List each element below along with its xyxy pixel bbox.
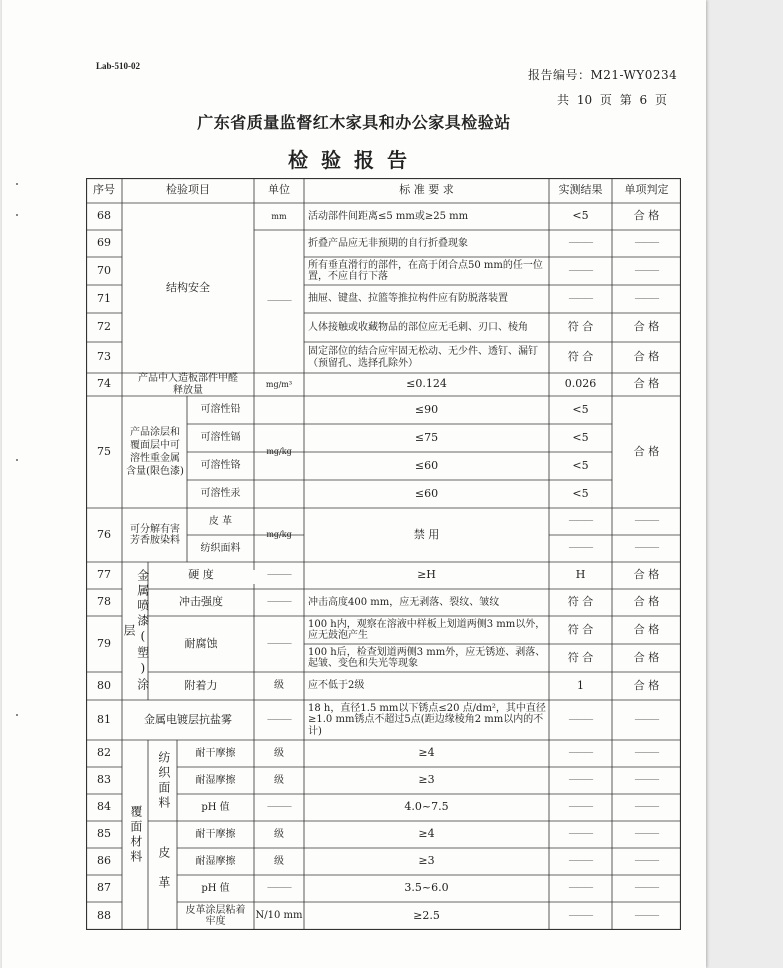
result-72: 符 合	[567, 320, 594, 334]
unit-79: ———	[267, 638, 291, 649]
unit-86: 级	[274, 855, 284, 867]
item-78: 冲击强度	[179, 595, 223, 609]
unit-75: mg/kg	[266, 447, 292, 457]
seq-68: 68	[97, 209, 111, 223]
verdict-71: ———	[634, 293, 659, 304]
req-69: 折叠产品应无非预期的自行折叠现象	[308, 237, 468, 249]
verdict-76b: ———	[634, 543, 659, 554]
unit-76: mg/kg	[266, 530, 292, 540]
margin-dot	[16, 183, 18, 185]
verdict-86: ———	[634, 856, 659, 867]
unit-84: ———	[267, 802, 291, 813]
verdict-87: ———	[634, 883, 659, 894]
unit-68: mm	[271, 211, 287, 221]
req-68: 活动部件间距离≤5 mm或≥25 mm	[308, 210, 469, 222]
seq-78: 78	[97, 595, 111, 609]
verdict-78: 合 格	[633, 595, 660, 609]
seq-83: 83	[97, 773, 111, 787]
req-71: 抽屉、键盘、拉篮等推拉构件应有防脱落装置	[308, 293, 508, 305]
result-76a: ———	[568, 516, 593, 527]
result-69: ———	[568, 238, 593, 249]
item-88: 皮革涂层粘着牢度	[185, 904, 246, 927]
result-79a: 符 合	[567, 622, 594, 636]
req-81: 18 h，直径1.5 mm以下锈点≤20 点/dm²，其中直径≥1.0 mm锈点不超过5点(距边缘棱角2 mm以内的不计)	[308, 702, 546, 737]
req-80: 应不低于2级	[308, 680, 365, 692]
group-structure-safety: 结构安全	[166, 280, 210, 294]
unit-83: 级	[274, 774, 284, 786]
verdict-77: 合 格	[633, 568, 660, 582]
req-76: 禁 用	[413, 527, 440, 541]
unit-87: ———	[267, 883, 291, 894]
verdict-88: ———	[634, 910, 659, 921]
verdict-82: ———	[634, 748, 659, 759]
verdict-69: ———	[634, 238, 659, 249]
verdict-85: ———	[634, 829, 659, 840]
seq-69: 69	[97, 236, 111, 250]
group-leather: 皮革	[156, 845, 171, 906]
req-73: 固定部位的结合应牢固无松动、无少件、透钉、漏钉（预留孔、选择孔除外）	[308, 346, 538, 369]
result-cadmium: <5	[572, 430, 589, 444]
seq-73: 73	[97, 350, 111, 364]
unit-85: 级	[274, 828, 284, 840]
group-covering-materials: 覆面材料	[128, 805, 143, 865]
req-82: ≥4	[418, 746, 435, 760]
req-cadmium: ≤75	[414, 430, 439, 444]
seq-75: 75	[97, 444, 111, 458]
unit-dash: ———	[267, 296, 291, 307]
req-chromium: ≤60	[414, 458, 439, 472]
result-70: ———	[568, 265, 593, 276]
result-79b: 符 合	[567, 650, 594, 664]
seq-72: 72	[97, 320, 111, 334]
req-83: ≥3	[418, 773, 435, 787]
unit-81: ———	[267, 714, 291, 725]
sub-mercury: 可溶性汞	[200, 488, 241, 500]
verdict-72: 合 格	[633, 320, 660, 334]
item-87: pH 值	[201, 882, 230, 894]
req-mercury: ≤60	[414, 486, 439, 500]
req-87: 3.5~6.0	[404, 881, 449, 895]
margin-dot	[16, 214, 18, 216]
unit-78: ———	[267, 597, 291, 608]
seq-88: 88	[97, 908, 111, 922]
seq-77: 77	[97, 568, 111, 582]
verdict-81: ———	[634, 714, 659, 725]
unit-88: N/10 mm	[255, 910, 303, 922]
unit-82: 级	[274, 747, 284, 759]
item-79: 耐腐蚀	[184, 636, 218, 650]
item-82: 耐干摩擦	[195, 747, 236, 759]
item-74: 产品中人造板部件甲醛释放量	[138, 373, 238, 396]
header-item: 检验项目	[166, 183, 210, 197]
result-82: ———	[568, 748, 593, 759]
req-72: 人体接触或收藏物品的部位应无毛刺、刃口、棱角	[308, 321, 528, 333]
req-79a: 100 h内，观察在溶液中样板上划道两侧3 mm以外，应无鼓泡产生	[308, 618, 546, 641]
result-80: 1	[577, 678, 584, 692]
seq-79: 79	[97, 636, 111, 650]
group-azo-dyes: 可分解有害芳香胺染料	[130, 523, 180, 546]
sub-cadmium: 可溶性镉	[200, 432, 241, 444]
result-73: 符 合	[567, 350, 594, 364]
req-79b: 100 h后，检查划道两侧3 mm外，应无锈迹、剥落、起皱、变色和失光等现象	[308, 646, 546, 669]
group-textile: 纺织面料	[156, 750, 171, 811]
verdict-83: ———	[634, 775, 659, 786]
sub-textile: 纺织面料	[200, 542, 241, 554]
result-74: 0.026	[564, 377, 597, 391]
result-86: ———	[568, 856, 593, 867]
result-71: ———	[568, 293, 593, 304]
verdict-79a: 合 格	[633, 622, 660, 636]
verdict-74: 合 格	[633, 377, 660, 391]
page-title: 检验报告	[288, 148, 420, 172]
result-mercury: <5	[572, 486, 589, 500]
seq-74: 74	[97, 377, 111, 391]
result-81: ———	[568, 714, 593, 725]
verdict-79b: 合 格	[633, 650, 660, 664]
item-86: 耐湿摩擦	[195, 855, 236, 867]
unit-77: ———	[267, 570, 291, 581]
result-78: 符 合	[567, 595, 594, 609]
seq-84: 84	[97, 800, 111, 814]
group-heavy-metals: 产品涂层和覆面层中可溶性重金属含量(限色漆)	[126, 427, 184, 477]
organization-name: 广东省质量监督红木家具和办公家具检验站	[197, 113, 511, 132]
item-81: 金属电镀层抗盐雾	[144, 712, 232, 726]
seq-81: 81	[97, 712, 111, 726]
header-requirement: 标 准 要 求	[399, 183, 454, 197]
header-result: 实测结果	[558, 183, 603, 197]
result-83: ———	[568, 775, 593, 786]
req-84: 4.0~7.5	[404, 800, 449, 814]
result-85: ———	[568, 829, 593, 840]
result-87: ———	[568, 883, 593, 894]
sub-lead: 可溶性铅	[200, 404, 241, 416]
seq-80: 80	[97, 678, 111, 692]
header-verdict: 单项判定	[624, 183, 669, 197]
req-85: ≥4	[418, 827, 435, 841]
result-88: ———	[568, 910, 593, 921]
margin-dot	[16, 459, 18, 461]
sub-chromium: 可溶性铬	[200, 460, 241, 472]
verdict-68: 合 格	[633, 209, 660, 223]
group-metal-coating: 金属喷漆(塑)涂层	[122, 569, 150, 693]
item-80: 附着力	[184, 678, 218, 692]
verdict-76a: ———	[634, 516, 659, 527]
item-84: pH 值	[201, 801, 230, 813]
report-page	[2, 0, 706, 968]
result-68: <5	[572, 209, 589, 223]
sub-leather: 皮 革	[208, 515, 233, 527]
seq-85: 85	[97, 827, 111, 841]
page-indicator: 共 10 页 第 6 页	[557, 93, 667, 107]
header-unit: 单位	[268, 183, 290, 197]
result-84: ———	[568, 802, 593, 813]
item-77: 硬 度	[188, 568, 214, 582]
verdict-70: ———	[634, 265, 659, 276]
verdict-80: 合 格	[633, 678, 660, 692]
seq-87: 87	[97, 881, 111, 895]
result-lead: <5	[572, 402, 589, 416]
seq-70: 70	[97, 263, 111, 277]
result-chromium: <5	[572, 458, 589, 472]
verdict-84: ———	[634, 802, 659, 813]
req-77: ≥H	[417, 568, 436, 582]
req-88: ≥2.5	[413, 908, 440, 922]
verdict-73: 合 格	[633, 350, 660, 364]
unit-80: 级	[274, 680, 284, 692]
item-83: 耐湿摩擦	[195, 774, 236, 786]
seq-86: 86	[97, 854, 111, 868]
req-lead: ≤90	[414, 402, 439, 416]
verdict-75: 合 格	[633, 444, 660, 458]
result-77: H	[575, 568, 586, 582]
seq-71: 71	[97, 291, 111, 305]
req-78: 冲击高度400 mm，应无剥落、裂纹、皱纹	[308, 596, 500, 608]
item-85: 耐干摩擦	[195, 828, 236, 840]
unit-74: mg/m³	[265, 379, 293, 389]
seq-76: 76	[97, 527, 111, 541]
inspection-table	[86, 178, 681, 930]
seq-82: 82	[97, 746, 111, 760]
doc-code: Lab-510-02	[96, 61, 141, 71]
result-76b: ———	[568, 543, 593, 554]
report-number: 报告编号：M21-WY0234	[528, 68, 678, 82]
header-seq: 序号	[93, 183, 115, 197]
req-74: ≤0.124	[406, 377, 447, 391]
req-70: 所有垂直滑行的部件，在高于闭合点50 mm的任一位置，不应自行下落	[308, 259, 543, 282]
req-86: ≥3	[418, 854, 435, 868]
margin-dot	[16, 714, 18, 716]
